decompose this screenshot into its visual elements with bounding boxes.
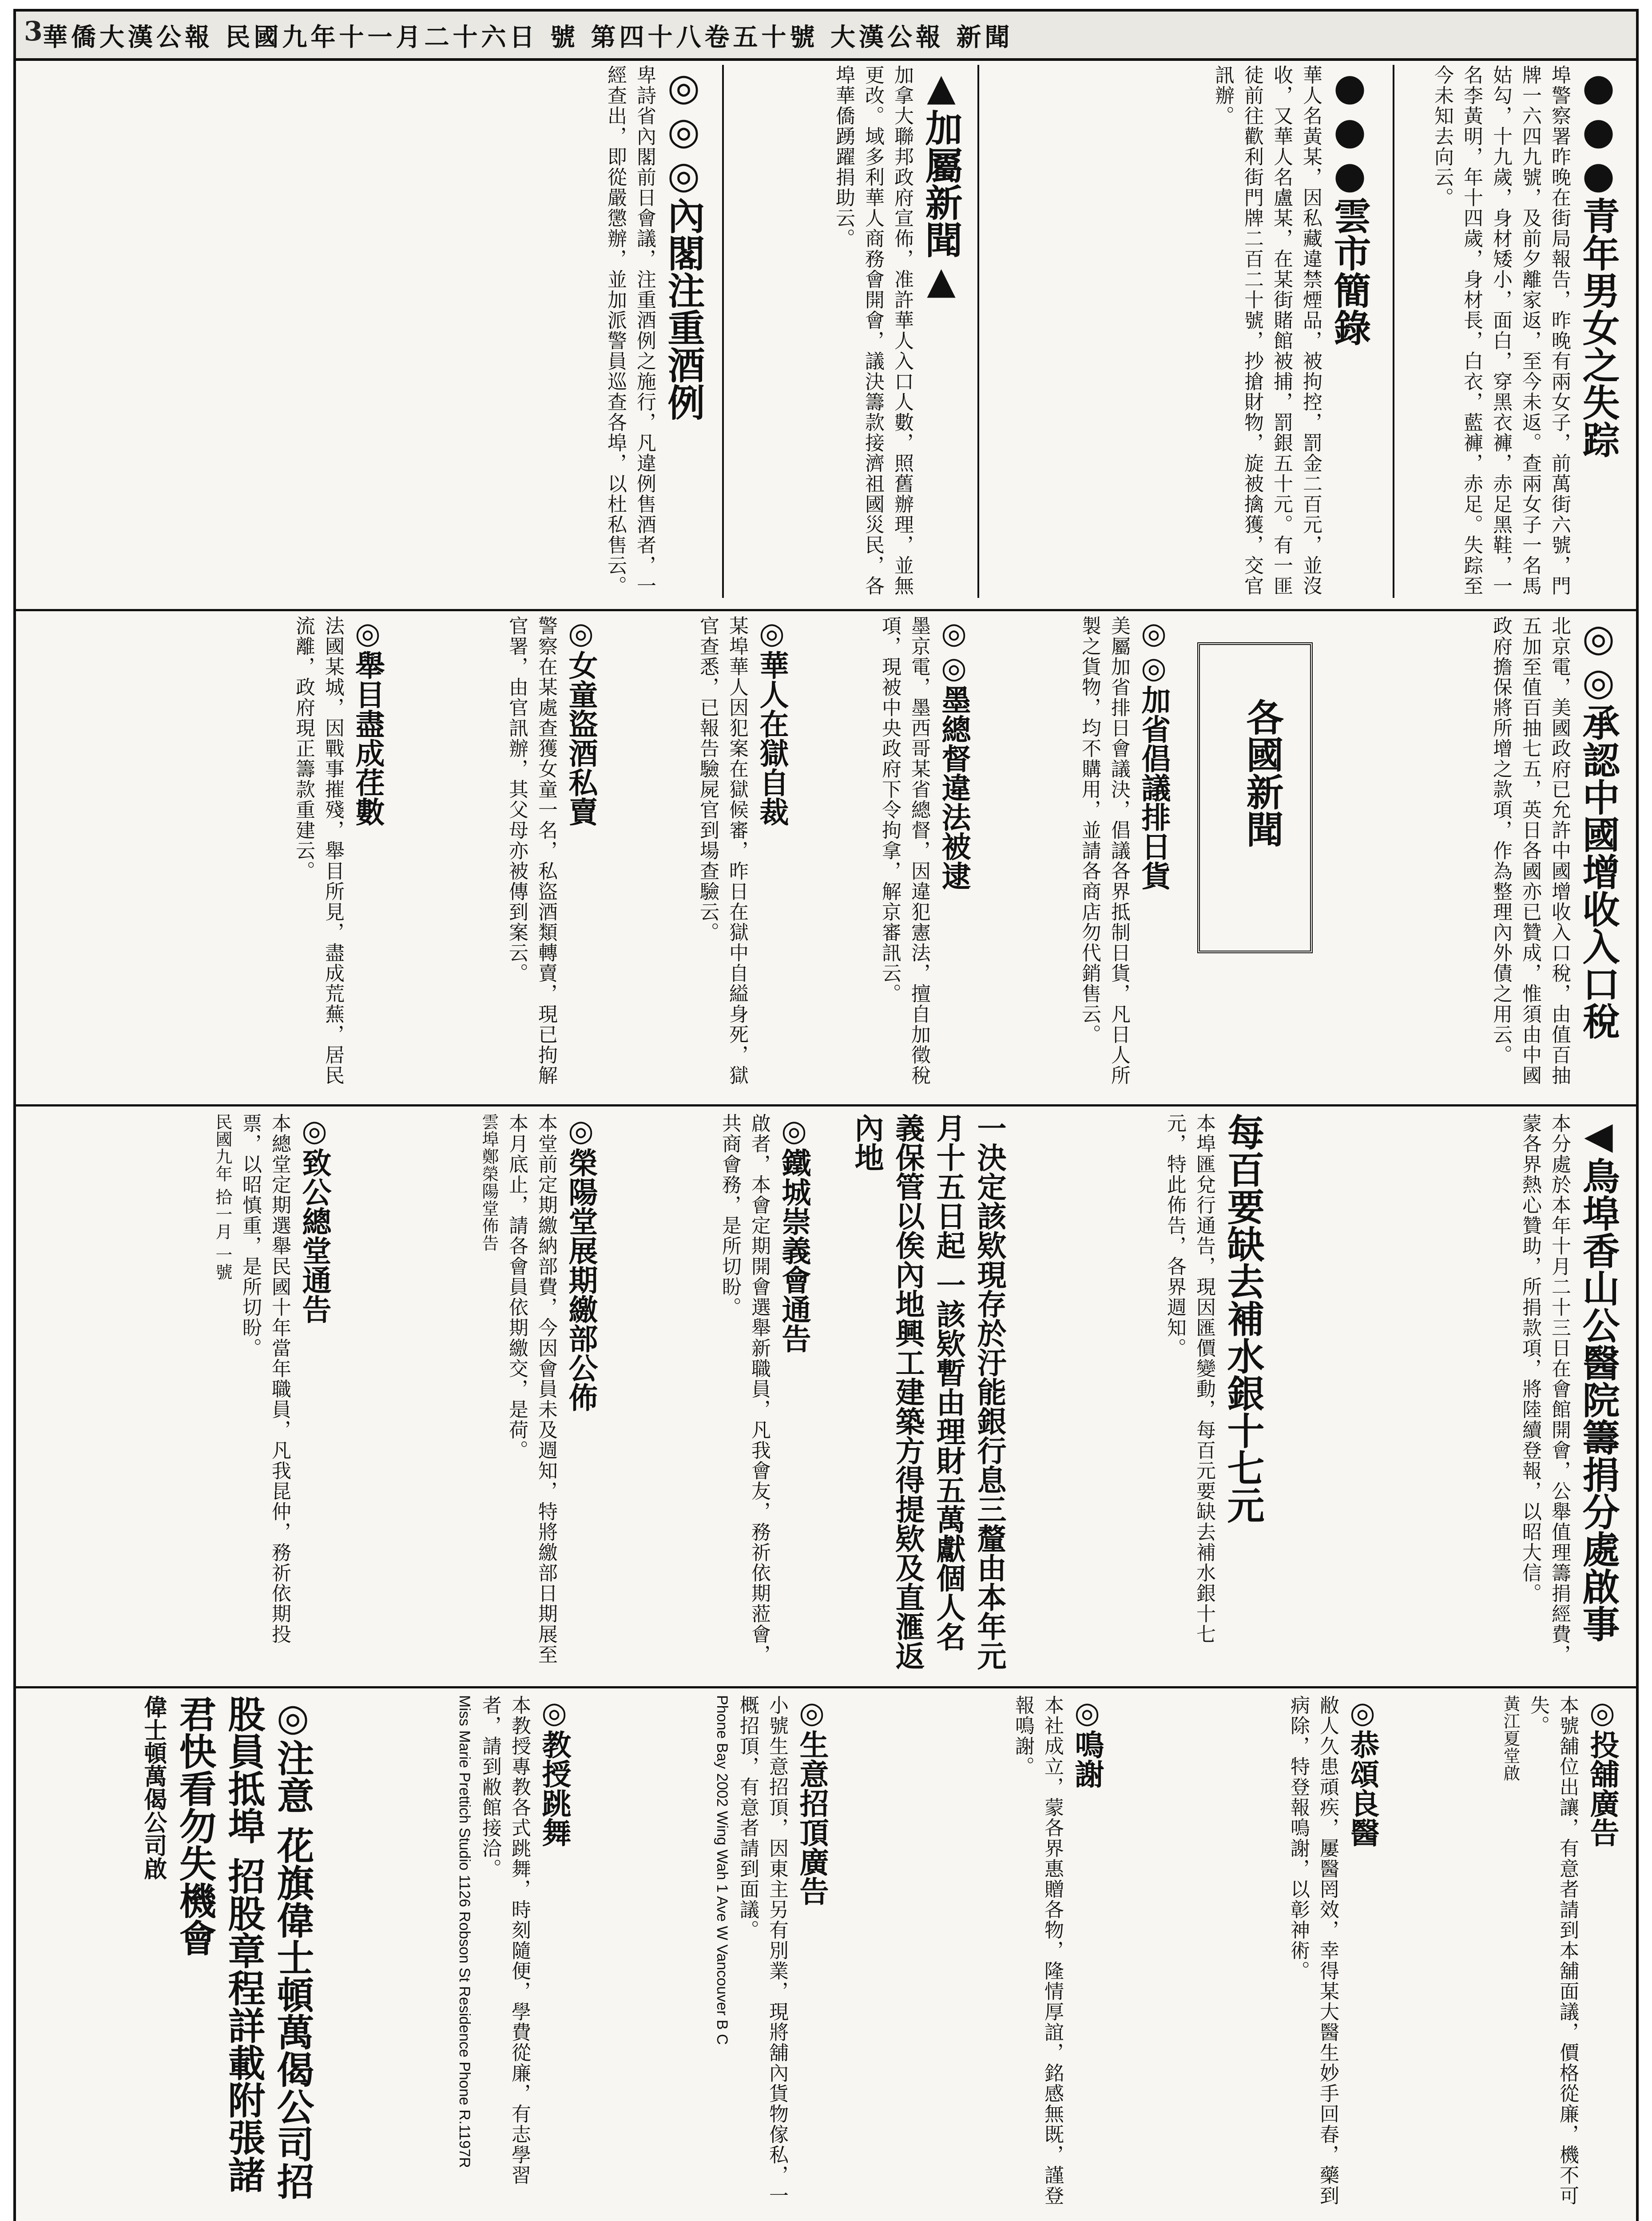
story-chengren xyxy=(1303,616,1623,1100)
headline: ◎生意招頂廣告 xyxy=(794,1695,829,1906)
signature: 雲埠鄭榮陽堂佈告 xyxy=(479,1113,499,1252)
article-body: 本埠匯兌行通告，現因匯價變動，每百元要缺去補水銀十七元，特此佈告，各界週知。 xyxy=(1164,1113,1215,1644)
article-body: 本號舖位出讓，有意者請到本舖面議，價格從廉，機不可失。 xyxy=(1527,1695,1579,2206)
headline: 每百要缺去補水銀十七元 xyxy=(1221,1113,1265,1524)
article-body: 警察在某處查獲女童一名，私盜酒類轉賣，現已拘解官署，由官訊辦，其父母亦被傳到案云。 xyxy=(505,616,557,1086)
article-body: 本總堂定期選舉民國十年當年職員，凡我昆仲，務祈依期投票，以昭慎重，是所切盼。 xyxy=(239,1113,291,1644)
notice-tiecheng xyxy=(610,1113,814,1677)
section-rule xyxy=(16,609,1636,611)
ad-mingxie xyxy=(841,1695,1108,2219)
headline: ◎◎墨總督違法被逮 xyxy=(937,616,971,890)
headline: ◎致公總堂通告 xyxy=(297,1113,332,1324)
headline: ●●●雲市簡錄 xyxy=(1328,65,1372,346)
article-body: 小號生意招頂，因東主另有別業，現將舖內貨物傢私，一概招頂，有意者請到面議。 xyxy=(736,1695,788,2206)
column-divider xyxy=(1393,65,1394,598)
newspaper-page xyxy=(13,9,1639,2221)
article-body: 墨京電，墨西哥某省總督，因違犯憲法，擅自加徵稅項，現被中央政府下令拘拿，解京審訊云。 xyxy=(878,616,930,1086)
article-body: 啟者，本會定期開會選舉新職員，凡我會友，務祈依期蒞會，共商會務，是所切盼。 xyxy=(719,1113,770,1665)
headline: ◎◎◎內閣注重酒例 xyxy=(662,65,706,421)
article-body: 美屬加省排日會議決，倡議各界抵制日貨，凡日人所製之貨物，均不購用，並請各商店勿代銷售云。 xyxy=(1078,616,1130,1086)
article-body: 敝人久患頑疾，屢醫罔效，幸得某大醫生妙手回春，藥到病除，特登報鳴謝，以彰神術。 xyxy=(1287,1695,1339,2206)
notice-zhigong xyxy=(24,1113,335,1677)
ad-shengyi xyxy=(584,1695,832,2219)
notice-hospital xyxy=(1276,1113,1623,1677)
ad-jiaoshou xyxy=(326,1695,575,2219)
ad-huaqi xyxy=(24,1695,317,2219)
story-neige xyxy=(24,65,708,607)
article-body: 某埠華人因犯案在獄候審，昨日在獄中自縊身死，獄官查悉，已報告驗屍官到場查驗云。 xyxy=(696,616,748,1086)
article-body: 本分處於本年十月二十三日在會館開會，公舉值理籌捐經費，蒙各界熱心贊助，所捐款項，將陸續登報，以昭大信。 xyxy=(1519,1113,1571,1665)
contact-info: Miss Marie Prettich Studio 1126 Robson St Residence Phone R.1197R xyxy=(456,1695,473,2168)
headline: ◎舉目盡成荏數 xyxy=(350,616,385,826)
headline: ◎◎加省倡議排日貨 xyxy=(1136,616,1171,890)
headline: ◀鳥埠香山公醫院籌捐分處啟事 xyxy=(1577,1113,1620,1642)
headline: ◎鳴謝 xyxy=(1070,1695,1104,1788)
signature: 偉士頓萬偈公司啟 xyxy=(140,1695,167,1880)
headline: ◎恭頌良醫 xyxy=(1345,1695,1380,1847)
notice-rongyang xyxy=(344,1113,601,1677)
story-jiasheng xyxy=(983,616,1174,1100)
article-body: 埠警察署昨晚在街局報告，昨晚有兩女子，前萬街六號，門牌一六四九號，及前夕離家返，至今未返。查兩女子一名馬姑勾，十九歲，身材矮小，面白，穿黑衣褲，赤足黑鞋，一名李黃明，年十四歲，身材長，白衣，藍褲，赤足。失踪至今未知去向云。 xyxy=(1431,65,1571,596)
section-rule xyxy=(16,1104,1636,1107)
ad-gongxi xyxy=(1116,1695,1383,2219)
article-body: 卑詩省內閣前日會議，注重酒例之施行，凡違例售酒者，一經查出，即從嚴懲辦，並加派警員巡查各埠，以杜私售云。 xyxy=(604,65,656,596)
headline: ●●●青年男女之失踪 xyxy=(1577,65,1620,458)
story-moxige xyxy=(801,616,974,1100)
column-divider xyxy=(977,65,979,598)
story-youth-missing xyxy=(1392,65,1623,607)
ad-toupu xyxy=(1392,1695,1623,2219)
headline: ◎投舖廣告 xyxy=(1585,1695,1620,1847)
page-number: 3 xyxy=(24,16,43,47)
masthead-text: 華僑大漢公報 民國九年十一月二十六日 號 第四十八卷五十號 大漢公報 新聞 xyxy=(43,23,1013,52)
notice-date: 民國九年 拾一月 一號 xyxy=(213,1113,232,1281)
headline: ◎鐵城崇義會通告 xyxy=(777,1113,811,1353)
foreign-news-box xyxy=(1197,642,1313,953)
notice-fund-decision xyxy=(823,1113,1010,1677)
headline: ▲加屬新聞▲ xyxy=(919,65,963,302)
story-nvtong xyxy=(397,616,601,1100)
headline: ◎注意 花旗偉士頓萬偈公司招股員抵埠 招股章程詳載附張諸君快看勿失機會 xyxy=(173,1695,315,2200)
story-yunshi xyxy=(983,65,1374,607)
article-body: 華人名黃某，因私藏違禁煙品，被拘控，罰金二百元，並沒收，又華人名盧某，在某街賭館被捕，罰銀五十元。有一匪徒前往歡利街門牌二百二十號，抄搶財物，旋被擒獲，交官訊辦。 xyxy=(1211,65,1322,596)
article-body: 法國某城，因戰事摧殘，舉目所見，盡成荒蕪，居民流離，政府現正籌款重建云。 xyxy=(292,616,344,1086)
headline: 一決定該欵現存於汙能銀行息三釐由本年元月十五日起 一該欵暫由理財五萬獻個人名義保管以俟內地興工建築方得提欵及直滙返內地 xyxy=(850,1113,1007,1670)
foreign-news-title: 各國新聞 xyxy=(1240,698,1284,848)
headline: ◎女童盜酒私賣 xyxy=(564,616,598,826)
headline: ◎華人在獄自裁 xyxy=(755,616,789,826)
contact-info: Phone Bay 2002 Wing Wah 1 Ave W Vancouver B C xyxy=(714,1695,731,2045)
headline: ◎榮陽堂展期繳部公佈 xyxy=(564,1113,598,1412)
article-body: 本社成立，蒙各界惠贈各物，隆情厚誼，銘感無既，謹登報鳴謝。 xyxy=(1012,1695,1064,2206)
story-jiashu xyxy=(717,65,965,607)
article-body: 本教授專教各式跳舞，時刻隨便，學費從廉，有志學習者，請到敝館接洽。 xyxy=(479,1695,531,2185)
article-body: 北京電，美國政府已允許中國增收入口稅，由值百抽五加至值百抽七五，英日各國亦已贊成，惟須由中國政府擔保將所增之款項，作為整理內外債之用云。 xyxy=(1489,616,1571,1086)
signature: 黃江夏堂啟 xyxy=(1501,1695,1520,1782)
masthead xyxy=(16,12,1636,61)
article-body: 本堂前定期繳納部費，今因會員未及週知，特將繳部日期展至本月底止，請各會員依期繳交，是荷。 xyxy=(505,1113,557,1665)
article-body: 加拿大聯邦政府宣佈，准許華人入口人數，照舊辦理，並無更改。域多利華人商務會開會，議決籌款接濟祖國災民，各埠華僑踴躍捐助云。 xyxy=(832,65,913,596)
story-huaren xyxy=(610,616,792,1100)
headline: ◎◎承認中國增收入口稅 xyxy=(1577,616,1620,1039)
story-jumu xyxy=(24,616,388,1100)
column-divider xyxy=(722,65,724,598)
section-rule xyxy=(16,1686,1636,1688)
headline: ◎教授跳舞 xyxy=(537,1695,572,1847)
notice-buchong xyxy=(1019,1113,1267,1677)
